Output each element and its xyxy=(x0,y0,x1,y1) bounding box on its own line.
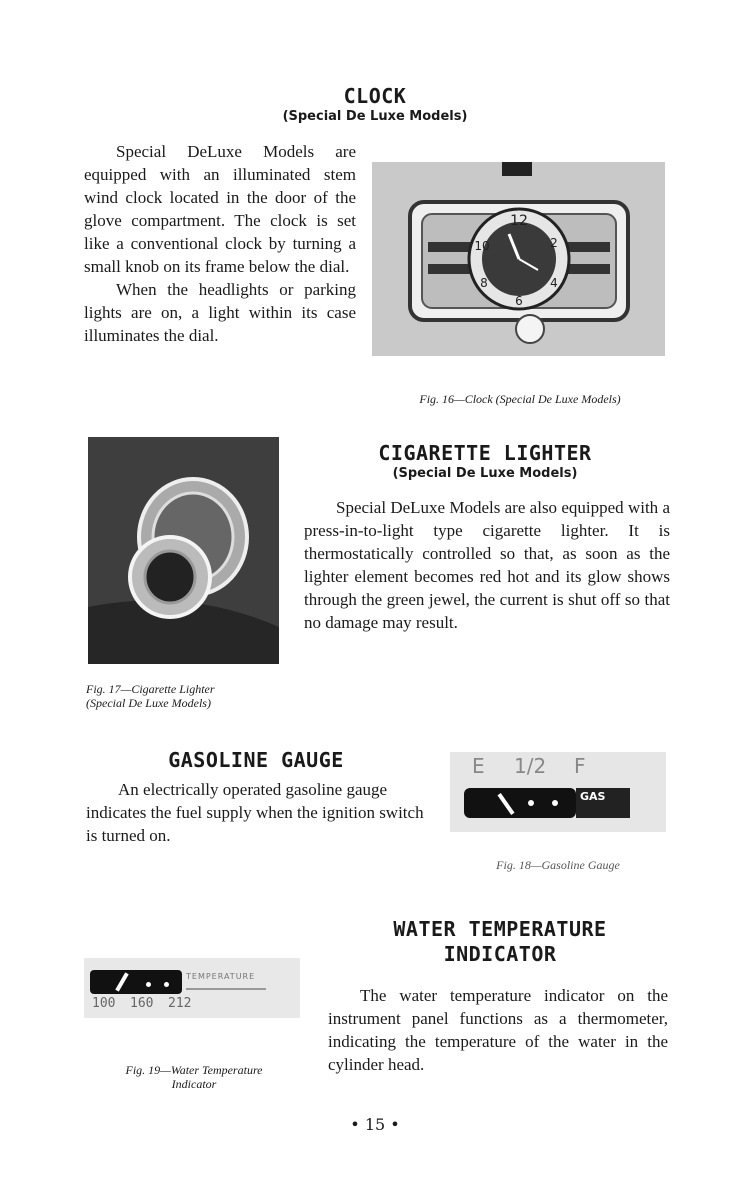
gas-badge: GAS xyxy=(576,788,630,818)
water-caption-line-1: Fig. 19—Water Temperature xyxy=(125,1063,263,1077)
water-scale-160: 160 xyxy=(130,996,154,1011)
water-needle xyxy=(115,972,128,991)
water-caption xyxy=(84,1063,304,1091)
gas-text xyxy=(86,778,426,847)
clock-set-knob xyxy=(516,315,544,343)
lighter-subtitle: (Special De Luxe Models) xyxy=(392,466,578,481)
lighter-illustration xyxy=(88,437,279,664)
clock-illustration xyxy=(372,162,665,356)
clock-title: CLOCK xyxy=(343,84,407,108)
lighter-caption-line-2: (Special De Luxe Models) xyxy=(86,696,211,710)
page-number: • 15 • xyxy=(350,1115,400,1134)
lighter-paragraph: Special DeLuxe Models are also equipped with a press-in-to-light type cigarette lighter. It is thermostatically controlled so that, as soon as the lighter element becomes red hot and its glow shows through the green jewel, the current is shut off so that no damage may result. xyxy=(304,498,670,632)
dial-number-6: 6 xyxy=(515,294,523,308)
lighter-caption xyxy=(86,682,286,710)
clock-photo xyxy=(372,162,665,356)
dial-number-4: 4 xyxy=(550,276,558,290)
dial-number-8: 8 xyxy=(480,276,488,290)
dial-number-10: 10 xyxy=(474,239,490,253)
dial-number-2: 2 xyxy=(550,236,558,250)
gas-caption: Fig. 18—Gasoline Gauge xyxy=(496,858,620,872)
water-paragraph: The water temperature indicator on the instrument panel functions as a thermometer, indicating the temperature of the water in the cylinder head. xyxy=(328,986,668,1074)
clock-subtitle: (Special De Luxe Models) xyxy=(282,109,468,124)
water-gauge-photo xyxy=(84,958,300,1018)
water-badge: TEMPERATURE xyxy=(186,972,266,990)
gas-gauge-photo xyxy=(450,752,666,832)
lighter-text xyxy=(304,496,670,634)
water-caption-line-2: Indicator xyxy=(171,1077,217,1091)
gas-scale xyxy=(462,754,602,778)
gas-label-half: 1/2 xyxy=(514,754,547,778)
lighter-photo xyxy=(88,437,279,664)
water-gauge-dial xyxy=(90,970,182,994)
water-text xyxy=(328,984,668,1076)
lighter-caption-line-1: Fig. 17—Cigarette Lighter xyxy=(86,682,215,696)
clock-caption: Fig. 16—Clock (Special De Luxe Models) xyxy=(419,392,621,406)
gas-label-full: F xyxy=(574,754,586,778)
lighter-title: CIGARETTE LIGHTER xyxy=(378,441,592,465)
gas-paragraph: An electrically operated gasoline gauge indicates the fuel supply when the ignition switch is turned on. xyxy=(86,780,424,845)
clock-paragraph-1: Special DeLuxe Models are equipped with an illuminated stem wind clock located in the door of the glove compartment. The clock is set like a conventional clock by turning a small knob on its frame below the dial. xyxy=(84,142,356,276)
gas-needle xyxy=(497,793,514,815)
gas-gauge-dial xyxy=(464,788,576,818)
dial-number-12: 12 xyxy=(510,213,528,229)
gas-title: GASOLINE GAUGE xyxy=(168,748,344,772)
clock-paragraph-2: When the headlights or parking lights are on, a light within its case illuminates the dial. xyxy=(84,280,356,345)
water-title-line-2: INDICATOR xyxy=(443,942,557,966)
gas-label-empty: E xyxy=(472,754,485,778)
clock-text xyxy=(84,140,356,347)
water-title xyxy=(330,917,670,967)
water-scale-100: 100 xyxy=(92,996,116,1011)
water-scale-212: 212 xyxy=(168,996,192,1011)
water-title-line-1: WATER TEMPERATURE xyxy=(393,917,607,941)
